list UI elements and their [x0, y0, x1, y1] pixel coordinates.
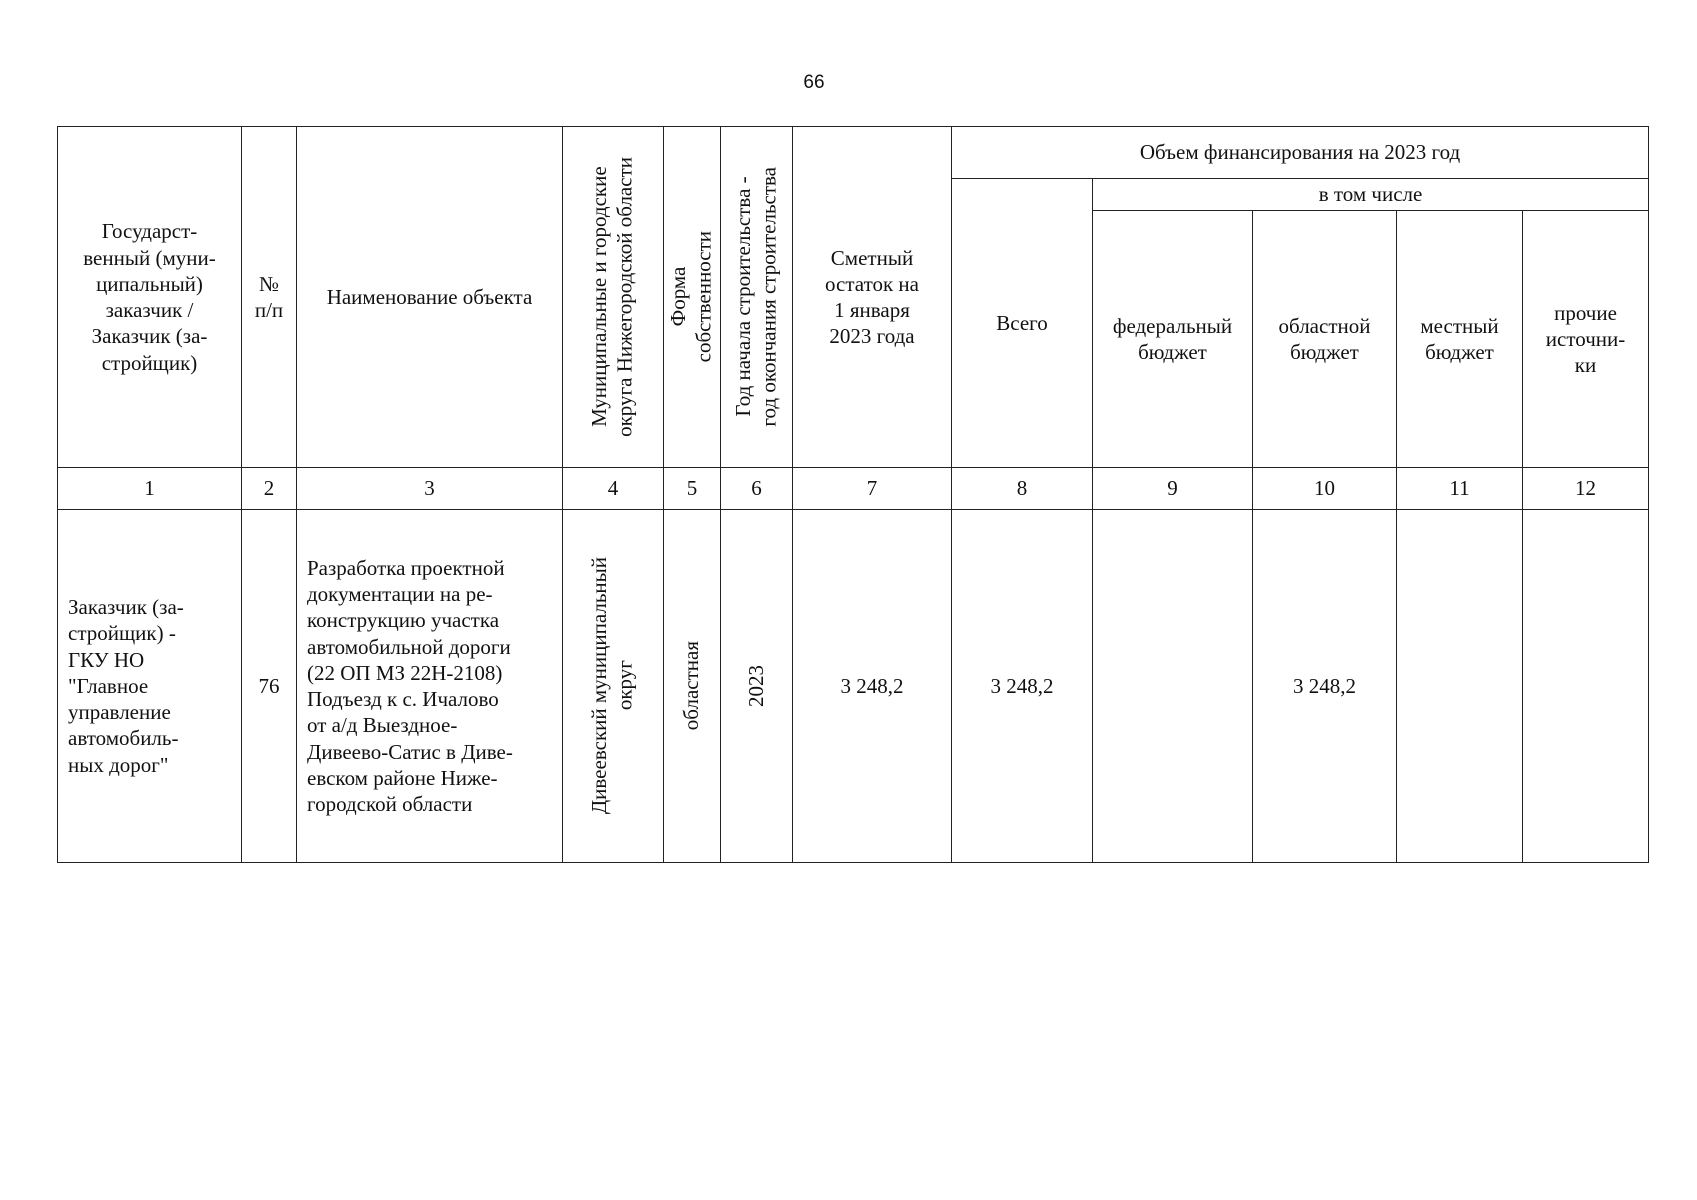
header-federal: федеральный бюджет — [1093, 211, 1253, 468]
header-regional: областной бюджет — [1253, 211, 1397, 468]
column-number: 6 — [721, 468, 793, 510]
column-number: 9 — [1093, 468, 1253, 510]
header-object-name: Наименование объекта — [297, 127, 563, 468]
page-number: 66 — [803, 72, 825, 93]
cell-years — [721, 510, 793, 863]
column-number: 8 — [952, 468, 1093, 510]
financing-table — [57, 126, 1649, 863]
cell-ownership-text: областная — [679, 641, 704, 731]
header-customer: Государст- венный (муни- ципальный) заказчик / Заказчик (за- стройщик) — [58, 127, 242, 468]
cell-federal — [1093, 510, 1253, 863]
column-number: 3 — [297, 468, 563, 510]
cell-object-name: Разработка проектной документации на ре- конструкцию участка автомобильной дороги (22 ОП МЗ 22Н-2108) Подъезд к с. Ичалово от а/д Выездное- Дивеево-Сатис в Диве- евском районе Ниже- городской области — [297, 510, 563, 863]
column-number: 4 — [563, 468, 664, 510]
cell-index: 76 — [242, 510, 297, 863]
cell-local — [1397, 510, 1523, 863]
header-other: прочие источни- ки — [1523, 211, 1649, 468]
cell-district — [563, 510, 664, 863]
cell-ownership — [664, 510, 721, 863]
header-ownership-text: Форма собственности — [666, 231, 716, 363]
header-including: в том числе — [1093, 179, 1649, 211]
header-row — [58, 127, 1649, 179]
cell-total: 3 248,2 — [952, 510, 1093, 863]
column-number: 10 — [1253, 468, 1397, 510]
column-number: 5 — [664, 468, 721, 510]
cell-district-text: Дивеевский муниципальный округ — [587, 557, 637, 815]
table-row — [58, 510, 1649, 863]
header-local: местный бюджет — [1397, 211, 1523, 468]
column-number-row — [58, 468, 1649, 510]
column-number: 2 — [242, 468, 297, 510]
column-number: 7 — [793, 468, 952, 510]
cell-other — [1523, 510, 1649, 863]
header-total: Всего — [952, 179, 1093, 468]
header-district-text: Муниципальные и городские округа Нижегородской области — [587, 157, 637, 437]
cell-estimate-balance: 3 248,2 — [793, 510, 952, 863]
header-years — [721, 127, 793, 468]
header-district — [563, 127, 664, 468]
column-number: 12 — [1523, 468, 1649, 510]
header-ownership — [664, 127, 721, 468]
header-years-text: Год начала строительства - год окончания строительства — [730, 167, 781, 427]
header-financing-group: Объем финансирования на 2023 год — [952, 127, 1649, 179]
cell-years-text: 2023 — [743, 665, 768, 707]
column-number: 11 — [1397, 468, 1523, 510]
cell-customer: Заказчик (за- стройщик) - ГКУ НО "Главное управление автомобиль- ных дорог" — [58, 510, 242, 863]
cell-regional: 3 248,2 — [1253, 510, 1397, 863]
header-estimate-balance: Сметный остаток на 1 января 2023 года — [793, 127, 952, 468]
header-index: № п/п — [242, 127, 297, 468]
column-number: 1 — [58, 468, 242, 510]
